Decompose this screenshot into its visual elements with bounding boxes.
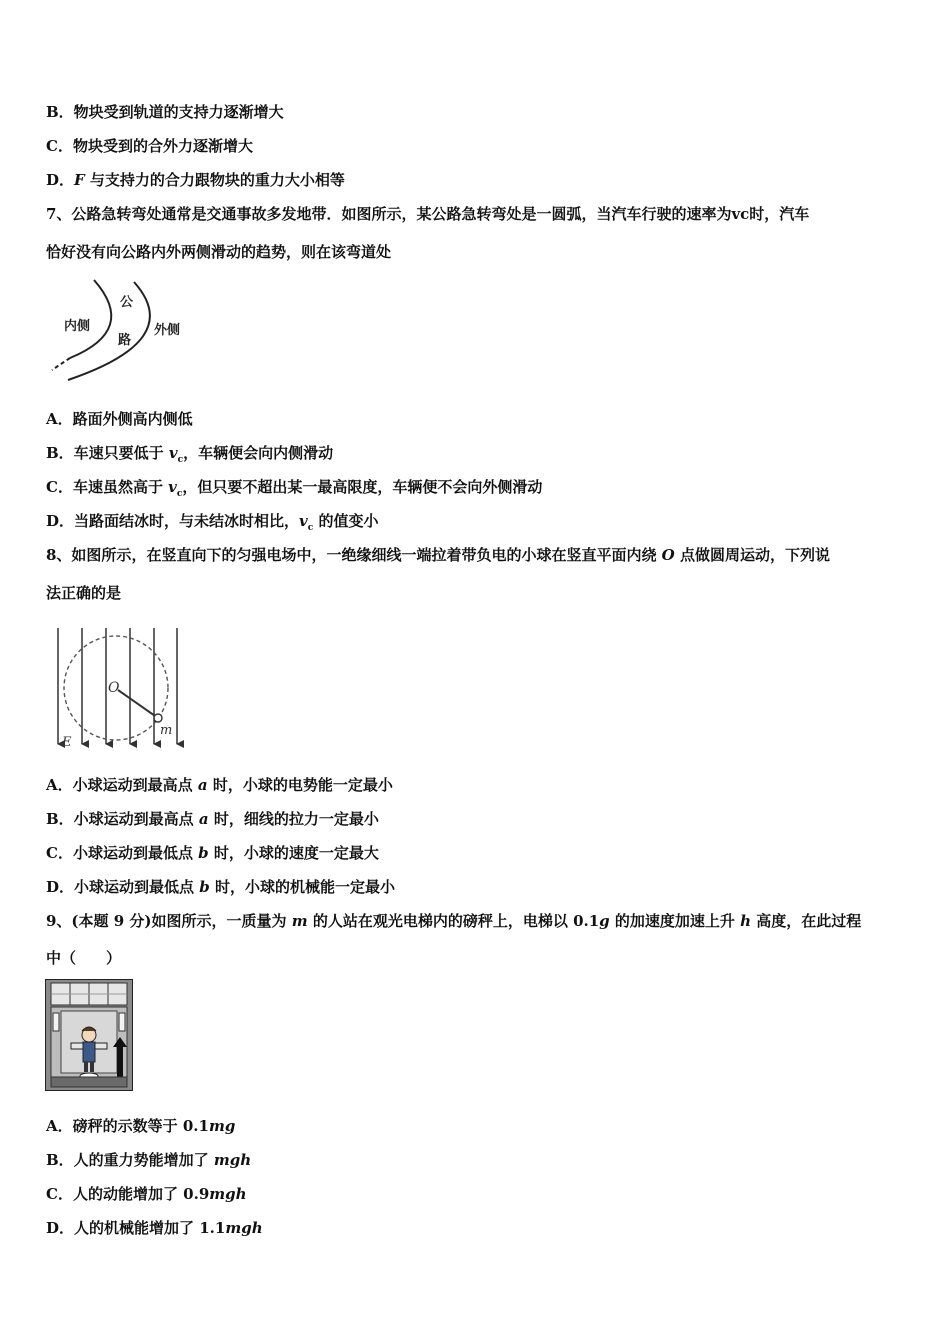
q8-stem-line1: 8、如图所示，在竖直向下的匀强电场中，一绝缘细线一端拉着带负电的小球在竖直平面内绕 O 点做圆周运动，下列说 (46, 546, 830, 564)
q6-option-b: B．物块受到轨道的支持力逐渐增大 (46, 103, 284, 121)
q7-stem-line2: 恰好没有向公路内外两侧滑动的趋势，则在该弯道处 (46, 243, 392, 261)
string-line (118, 690, 158, 718)
q9-stem-line2: 中（ ） (46, 949, 122, 967)
q9-option-c: C．人的动能增加了 0.9mgh (46, 1185, 247, 1203)
q8-option-b: B．小球运动到最高点 a 时，细线的拉力一定最小 (46, 810, 379, 828)
road-curve-figure (46, 276, 196, 388)
center-o-label: O (108, 680, 120, 696)
q6-option-d: D．F 与支持力的合力跟物块的重力大小相等 (46, 171, 345, 189)
person-body (83, 1042, 95, 1062)
road-label-char1: 公 (120, 295, 134, 310)
q7-option-a: A．路面外侧高内侧低 (46, 410, 193, 428)
q9-stem-line1: 9、(本题 9 分)如图所示，一质量为 m 的人站在观光电梯内的磅秤上，电梯以 0.1g 的加速度加速上升 h 高度，在此过程 (46, 912, 862, 930)
electric-field-circle-figure (50, 626, 186, 750)
q8-stem-line2: 法正确的是 (46, 584, 122, 602)
outer-side-label: 外侧 (154, 323, 181, 338)
q7-option-d: D．当路面结冰时，与未结冰时相比，$v_c$ 的值变小 (46, 512, 379, 533)
right-wall-picture (119, 1013, 125, 1031)
q8-option-a: A．小球运动到最高点 a 时，小球的电势能一定最小 (46, 776, 393, 794)
q7-option-b: B．车速只要低于 $v_c$，车辆便会向内侧滑动 (46, 444, 334, 465)
q7-option-c: C．车速虽然高于 $v_c$，但只要不超出某一最高限度，车辆便不会向外侧滑动 (46, 478, 543, 499)
elevator-figure (45, 979, 133, 1091)
q6-option-c: C．物块受到的合外力逐渐增大 (46, 137, 253, 155)
inner-side-label: 内侧 (64, 319, 91, 334)
q7-stem-line1: 7、公路急转弯处通常是交通事故多发地带．如图所示，某公路急转弯处是一圆弧，当汽车行驶的速率为vc时，汽车 (46, 205, 810, 223)
q9-option-a: A．磅秤的示数等于 0.1mg (46, 1117, 236, 1135)
field-e-label: E (62, 735, 72, 750)
left-wall-picture (53, 1013, 59, 1031)
q9-option-b: B．人的重力势能增加了 mgh (46, 1151, 252, 1169)
q8-option-c: C．小球运动到最低点 b 时，小球的速度一定最大 (46, 844, 379, 862)
mass-m-label: m (160, 723, 173, 738)
q9-option-d: D．人的机械能增加了 1.1mgh (46, 1219, 263, 1237)
q8-option-d: D．小球运动到最低点 b 时，小球的机械能一定最小 (46, 878, 395, 896)
charged-ball (154, 714, 162, 722)
road-label-char2: 路 (118, 333, 132, 348)
